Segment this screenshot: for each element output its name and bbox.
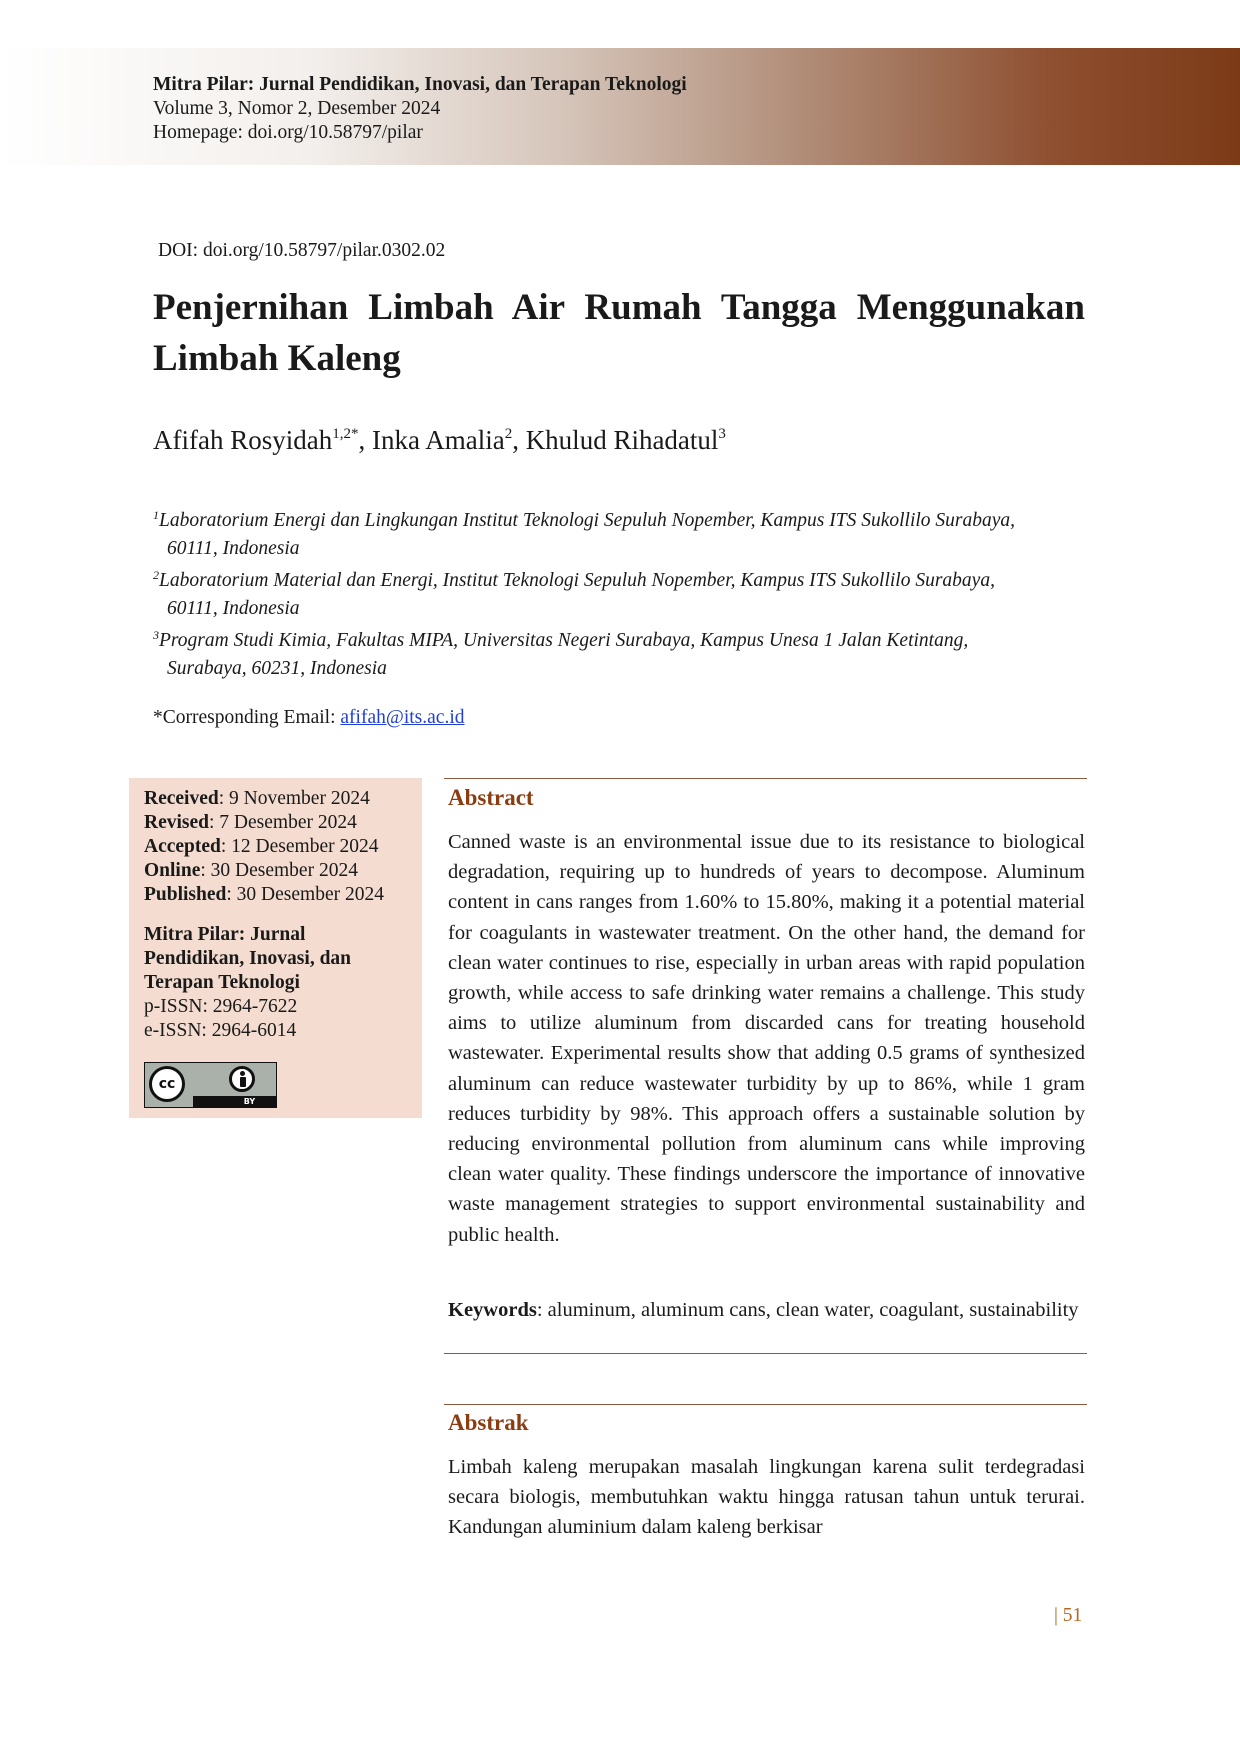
affiliation-line: Surabaya, 60231, Indonesia bbox=[167, 657, 387, 679]
abstrak-top-rule bbox=[444, 1404, 1087, 1405]
abstract-text: Canned waste is an environmental issue due to its resistance to biological degradation, requiring up to hundreds of years to decompose. Aluminum content in cans ranges from 1.60% to 15.80%, making it a potential material for coagulants in wastewater treatment. On the other hand, the demand for clean water continues to rise, especially in urban areas with rapid population growth, while access to safe drinking water remains a challenge. This study aims to utilize aluminum from discarded cans for treating household wastewater. Experimental results show that adding 0.5 grams of synthesized aluminum can reduce wastewater turbidity by up to 86%, while 1 gram reduces turbidity by 98%. This approach offers a sustainable solution by reducing environmental pollution from aluminum cans while improving clean water quality. These findings underscore the importance of innovative waste management strategies to support environmental sustainability and public health. bbox=[448, 831, 1085, 1246]
affiliation bbox=[153, 562, 1093, 622]
sidebar-journal-name: Mitra Pilar: Jurnal Pendidikan, Inovasi, dan Terapan Teknologi bbox=[144, 924, 352, 993]
date-value: : 7 Desember 2024 bbox=[209, 812, 357, 833]
date-published bbox=[144, 883, 394, 907]
affiliation-number: 1 bbox=[153, 508, 159, 522]
page-number: | 51 bbox=[1054, 1605, 1083, 1626]
author-affil-sup: 2 bbox=[504, 426, 513, 442]
corresponding-email bbox=[153, 707, 464, 729]
date-value: : 30 Desember 2024 bbox=[226, 884, 384, 905]
date-label: Online bbox=[144, 860, 201, 881]
date-value: : 9 November 2024 bbox=[218, 788, 370, 809]
author-affil-sup: 3 bbox=[718, 426, 726, 442]
date-revised bbox=[144, 811, 394, 835]
date-accepted bbox=[144, 835, 394, 859]
journal-header bbox=[153, 73, 687, 145]
affiliation-line: Laboratorium Energi dan Lingkungan Institut Teknologi Sepuluh Nopember, Kampus ITS Sukollilo Surabaya, bbox=[159, 510, 1016, 531]
abstract-top-rule bbox=[444, 778, 1087, 779]
article-info-box bbox=[129, 778, 422, 1118]
affiliation bbox=[153, 622, 1093, 682]
author-separator: , bbox=[512, 425, 526, 455]
date-label: Received bbox=[144, 788, 219, 809]
corresponding-label: *Corresponding Email: bbox=[153, 707, 341, 728]
affiliation-line: Laboratorium Material dan Energi, Institut Teknologi Sepuluh Nopember, Kampus ITS Sukollilo Surabaya, bbox=[159, 570, 995, 591]
eissn: e-ISSN: 2964-6014 bbox=[144, 1020, 297, 1041]
keywords bbox=[448, 1295, 1085, 1325]
abstract-heading: Abstract bbox=[448, 785, 534, 810]
journal-title: Mitra Pilar: Jurnal Pendidikan, Inovasi, dan Terapan Teknologi bbox=[153, 74, 687, 95]
journal-volume: Volume 3, Nomor 2, Desember 2024 bbox=[153, 98, 441, 119]
pissn: p-ISSN: 2964-7622 bbox=[144, 996, 298, 1017]
affiliation-line: 60111, Indonesia bbox=[167, 537, 300, 559]
journal-homepage[interactable]: Homepage: doi.org/10.58797/pilar bbox=[153, 122, 423, 143]
person-body bbox=[240, 1077, 246, 1087]
date-label: Published bbox=[144, 884, 227, 905]
date-value: : 12 Desember 2024 bbox=[220, 836, 379, 857]
author-name: Khulud Rihadatul bbox=[525, 425, 719, 455]
affiliation-line: Program Studi Kimia, Fakultas MIPA, Universitas Negeri Surabaya, Kampus Unesa 1 Jalan Ketintang, bbox=[159, 630, 969, 651]
affiliations bbox=[153, 502, 1093, 682]
affiliation-number: 3 bbox=[153, 628, 159, 642]
abstrak-heading: Abstrak bbox=[448, 1410, 529, 1435]
abstract-bottom-rule bbox=[444, 1353, 1087, 1354]
author-list bbox=[153, 425, 726, 456]
article-info bbox=[144, 787, 394, 1043]
affiliation-line: 60111, Indonesia bbox=[167, 597, 300, 619]
date-online bbox=[144, 859, 394, 883]
author-separator: , bbox=[358, 425, 372, 455]
date-value: : 30 Desember 2024 bbox=[200, 860, 358, 881]
person-head bbox=[240, 1071, 245, 1076]
author-name: Afifah Rosyidah bbox=[153, 425, 333, 455]
date-received bbox=[144, 787, 394, 811]
attribution-person-icon bbox=[229, 1066, 255, 1092]
cc-icon: cc bbox=[149, 1066, 185, 1102]
date-label: Revised bbox=[144, 812, 209, 833]
date-label: Accepted bbox=[144, 836, 221, 857]
author-name: Inka Amalia bbox=[371, 425, 505, 455]
affiliation-number: 2 bbox=[153, 568, 159, 582]
article-title: Penjernihan Limbah Air Rumah Tangga Menggunakan Limbah Kaleng bbox=[153, 287, 1085, 379]
article-doi[interactable]: DOI: doi.org/10.58797/pilar.0302.02 bbox=[158, 240, 446, 261]
keywords-text: : aluminum, aluminum cans, clean water, coagulant, sustainability bbox=[536, 1299, 1079, 1321]
abstrak-text: Limbah kaleng merupakan masalah lingkungan karena sulit terdegradasi secara biologis, membutuhkan waktu hingga ratusan tahun untuk terurai. Kandungan aluminium dalam kaleng berkisar bbox=[448, 1456, 1085, 1539]
keywords-label: Keywords bbox=[448, 1299, 537, 1321]
cc-by-icon[interactable] bbox=[144, 1062, 277, 1108]
email-link[interactable]: afifah@its.ac.id bbox=[340, 707, 465, 728]
author-affil-sup: 1,2* bbox=[332, 426, 359, 442]
affiliation bbox=[153, 502, 1093, 562]
by-label: BY bbox=[193, 1096, 276, 1107]
